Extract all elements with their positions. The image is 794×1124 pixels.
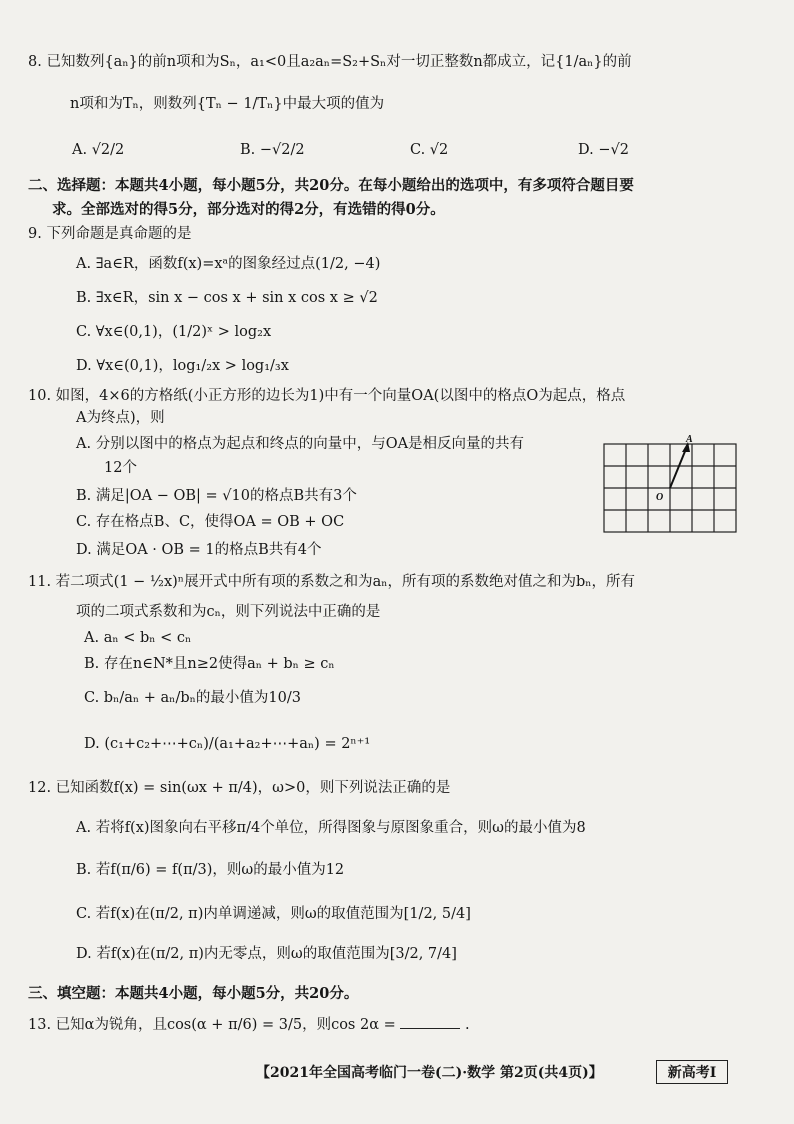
q11-line1: 11. 若二项式(1 − ½x)ⁿ展开式中所有项的系数之和为aₙ，所有项的系数绝对值之和为bₙ，所有 — [28, 574, 636, 590]
footer-title: 【2021年全国高考临门一卷(二)·数学 第2页(共4页)】 — [256, 1065, 603, 1081]
q8-line1: 8. 已知数列{aₙ}的前n项和为Sₙ，a₁<0且a₂aₙ=S₂+Sₙ对一切正整数n都成立，记{1/aₙ}的前 — [28, 54, 632, 70]
section2-heading-line2: 求。全部选对的得5分，部分选对的得2分，有选错的得0分。 — [52, 201, 445, 218]
q8-line2: n项和为Tₙ，则数列{Tₙ − 1/Tₙ}中最大项的值为 — [70, 96, 385, 112]
q10-option-b: B. 满足|OA − OB| = √10的格点B共有3个 — [76, 488, 357, 504]
section3-heading: 三、填空题：本题共4小题，每小题5分，共20分。 — [28, 985, 359, 1002]
q10-option-a-line2: 12个 — [104, 460, 137, 476]
q10-line2: A为终点)，则 — [76, 410, 165, 426]
q10-line1: 10. 如图，4×6的方格纸(小正方形的边长为1)中有一个向量OA(以图中的格点O为起点，格点 — [28, 388, 626, 404]
q11-line2: 项的二项式系数和为cₙ，则下列说法中正确的是 — [76, 604, 381, 620]
q11-option-d: D. (c₁+c₂+⋯+cₙ)/(a₁+a₂+⋯+aₙ) = 2ⁿ⁺¹ — [84, 736, 371, 752]
section2-heading-line1: 二、选择题：本题共4小题，每小题5分，共20分。在每小题给出的选项中，有多项符合题目要 — [28, 177, 634, 194]
q11-option-c: C. bₙ/aₙ + aₙ/bₙ的最小值为10/3 — [84, 690, 301, 706]
q13-text: 13. 已知α为锐角，且cos(α + π/6) = 3/5，则cos 2α = — [28, 1017, 396, 1033]
q13-end: . — [464, 1017, 470, 1033]
q9-option-c: C. ∀x∈(0,1)，(1/2)ˣ > log₂x — [76, 324, 272, 340]
q8-option-d: D. −√2 — [578, 142, 629, 158]
q11-option-a: A. aₙ < bₙ < cₙ — [84, 630, 192, 646]
q8-option-c: C. √2 — [410, 142, 449, 158]
q9-option-d: D. ∀x∈(0,1)，log₁/₂x > log₁/₃x — [76, 358, 289, 374]
q10-option-d: D. 满足OA · OB = 1的格点B共有4个 — [76, 542, 322, 558]
q12-stem: 12. 已知函数f(x) = sin(ωx + π/4)，ω>0，则下列说法正确的是 — [28, 780, 451, 796]
q8-option-a: A. √2/2 — [72, 142, 125, 158]
q12-option-c: C. 若f(x)在(π/2, π)内单调递减，则ω的取值范围为[1/2, 5/4] — [76, 906, 471, 922]
footer-badge: 新高考Ⅰ — [656, 1060, 728, 1084]
q11-option-b: B. 存在n∈N*且n≥2使得aₙ + bₙ ≥ cₙ — [84, 656, 335, 672]
q9-stem: 9. 下列命题是真命题的是 — [28, 226, 192, 242]
q10-option-c: C. 存在格点B、C，使得OA = OB + OC — [76, 514, 345, 530]
grid-svg — [600, 434, 740, 534]
q9-option-b: B. ∃x∈R，sin x − cos x + sin x cos x ≥ √2 — [76, 290, 378, 306]
q12-option-d: D. 若f(x)在(π/2, π)内无零点，则ω的取值范围为[3/2, 7/4] — [76, 946, 457, 962]
q12-option-b: B. 若f(π/6) = f(π/3)，则ω的最小值为12 — [76, 862, 345, 878]
q12-option-a: A. 若将f(x)图象向右平移π/4个单位，所得图象与原图象重合，则ω的最小值为8 — [76, 820, 586, 836]
q10-grid-figure — [600, 434, 740, 538]
q10-option-a-line1: A. 分别以图中的格点为起点和终点的向量中，与OA是相反向量的共有 — [76, 436, 525, 452]
q13-answer-blank — [400, 1014, 460, 1029]
point-o-label: O — [656, 492, 664, 503]
q9-option-a: A. ∃a∈R，函数f(x)=xᵃ的图象经过点(1/2, −4) — [76, 256, 381, 272]
q8-option-b: B. −√2/2 — [240, 142, 305, 158]
q13-question — [28, 1014, 470, 1035]
point-a-label: A — [686, 434, 693, 445]
